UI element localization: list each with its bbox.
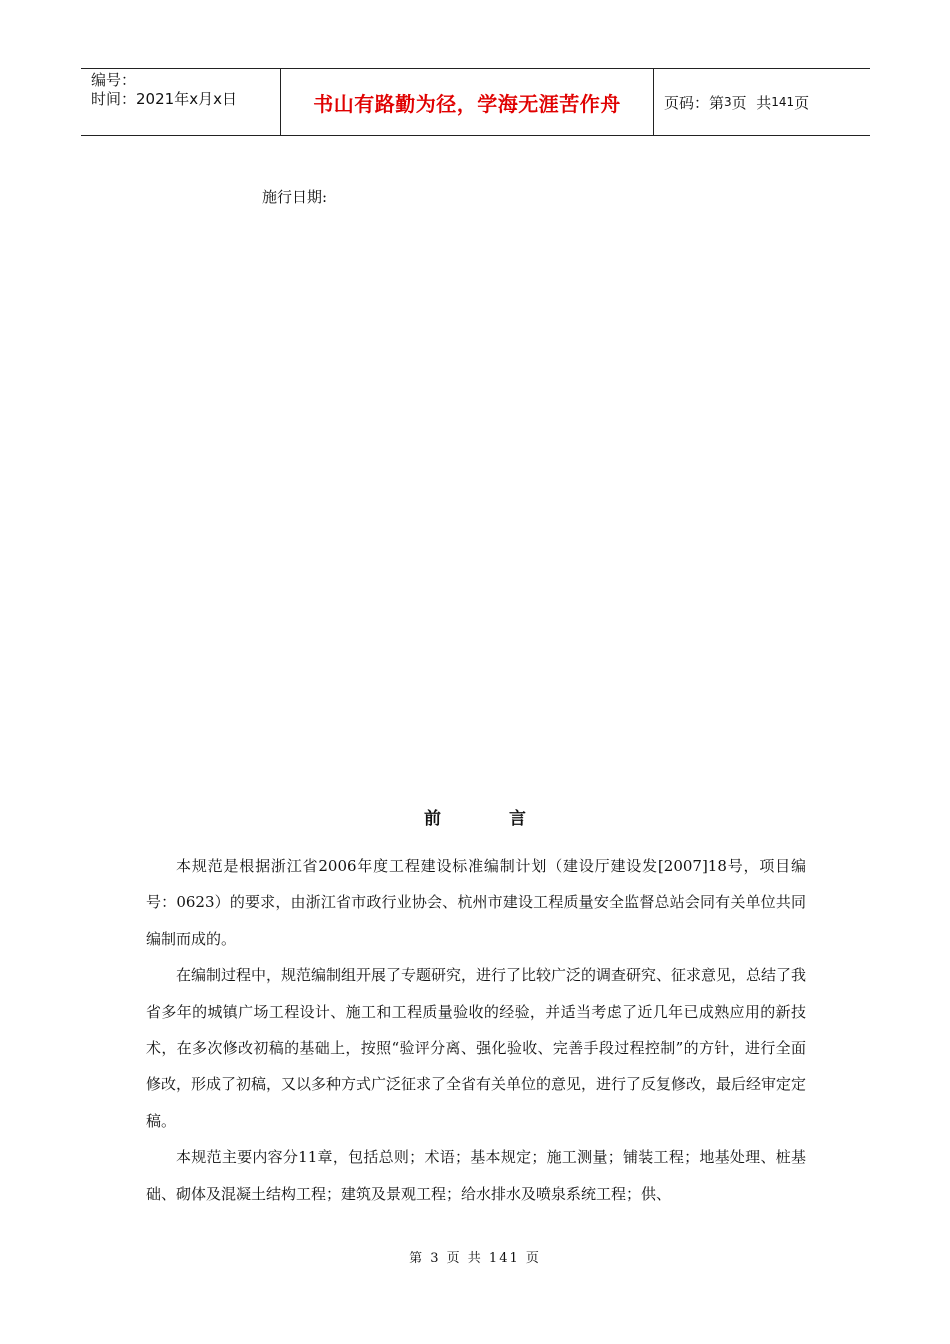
paragraph: 本规范主要内容分11章，包括总则；术语；基本规定；施工测量；铺装工程；地基处理、桩基础、砌体及混凝土结构工程；建筑及景观工程；给水排水及喷泉系统工程；供、 bbox=[146, 1148, 806, 1203]
preface-body bbox=[146, 848, 806, 1212]
page-label: 页码： bbox=[664, 93, 710, 112]
time-line bbox=[91, 90, 280, 109]
page-current-prefix: 第 bbox=[709, 93, 725, 112]
page-total: 141 bbox=[771, 95, 795, 109]
paragraph: 在编制过程中，规范编制组开展了专题研究，进行了比较广泛的调查研究、征求意见，总结了我省多年的城镇广场工程设计、施工和工程质量验收的经验，并适当考虑了近几年已成熟应用的新技术，在多次修改初稿的基础上，按照“验评分离、强化验收、完善手段过程控制”的方针，进行全面修改，形成了初稿，又以多种方式广泛征求了全省有关单位的意见，进行了反复修改，最后经审定定稿。 bbox=[146, 966, 807, 1130]
implementation-date-label: 施行日期: bbox=[262, 188, 328, 206]
header-page-cell bbox=[654, 69, 870, 135]
page-current: 3 bbox=[724, 95, 732, 109]
page-header bbox=[81, 68, 870, 136]
header-motto-cell bbox=[281, 69, 654, 135]
time-value: 2021年x月x日 bbox=[136, 90, 237, 108]
page-current-suffix: 页 bbox=[731, 93, 747, 112]
section-title: 前言 bbox=[424, 809, 594, 829]
doc-number-label: 编号： bbox=[91, 71, 137, 89]
motto-text: 书山有路勤为径，学海无涯苦作舟 bbox=[313, 91, 621, 116]
time-label: 时间： bbox=[91, 90, 137, 108]
paragraph: 本规范是根据浙江省2006年度工程建设标准编制计划（建设厅建设发[2007]18号，项目编号：0623）的要求，由浙江省市政行业协会、杭州市建设工程质量安全监督总站会同有关单位共同编制而成的。 bbox=[146, 857, 806, 948]
page-total-suffix: 页 bbox=[794, 93, 810, 112]
page-footer: 第 3 页 共 141 页 bbox=[409, 1251, 541, 1266]
page-total-prefix: 共 bbox=[756, 93, 772, 112]
header-meta-cell bbox=[81, 69, 281, 135]
